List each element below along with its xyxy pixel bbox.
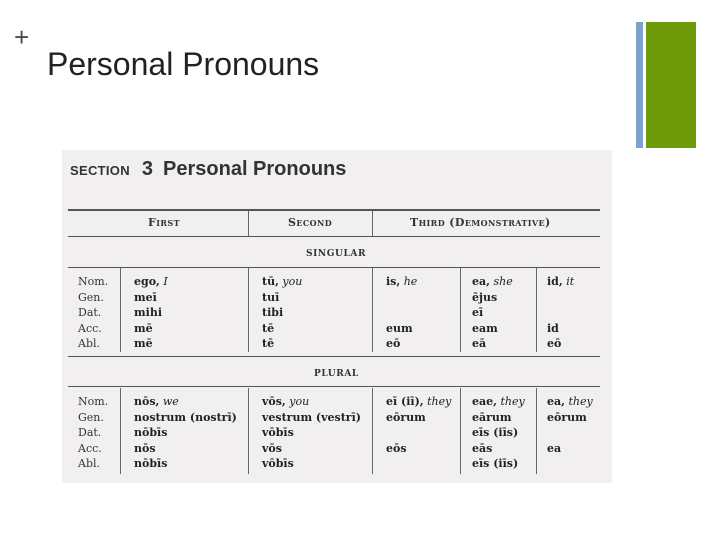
pronoun-form: eam xyxy=(472,321,498,335)
vsep-pl-1 xyxy=(120,388,121,474)
vsep-sg-2 xyxy=(248,268,249,352)
vsep-pl-3 xyxy=(372,388,373,474)
pronoun-form: vōs, xyxy=(262,395,286,408)
plural-case-label: Abl. xyxy=(78,457,100,470)
plural-third_n-cell xyxy=(547,394,593,410)
pronoun-form: ea xyxy=(547,441,562,455)
pronoun-form: ego, xyxy=(134,275,160,288)
pronoun-form: eās xyxy=(472,441,493,455)
singular-case-label: Acc. xyxy=(78,321,102,335)
plural-third_m-cell xyxy=(386,441,407,457)
plural-third_m-cell xyxy=(386,394,451,410)
pronoun-form: id xyxy=(547,321,559,335)
col-divider-1 xyxy=(248,211,249,236)
singular-first-cell xyxy=(134,290,157,306)
pronoun-form: eārum xyxy=(472,410,512,424)
pronoun-form: nōbīs xyxy=(134,426,168,439)
pronoun-form: mē xyxy=(134,321,153,335)
plural-block xyxy=(62,394,612,474)
plural-second-cell xyxy=(262,425,294,441)
header-second: Second xyxy=(288,216,333,229)
plural-first-cell xyxy=(134,410,237,426)
col-divider-2 xyxy=(372,211,373,236)
pronoun-form: eīs (iīs) xyxy=(472,457,519,470)
pronoun-form: is, xyxy=(386,275,401,288)
singular-label: SINGULAR xyxy=(306,249,367,259)
pronoun-form: mihi xyxy=(134,306,162,319)
pronoun-form: nōs, xyxy=(134,395,160,408)
header-first: First xyxy=(148,216,180,229)
plural-third_f-cell xyxy=(472,425,518,441)
plural-second-cell xyxy=(262,456,294,472)
header-third: Third (Demonstrative) xyxy=(410,216,551,229)
pronoun-form: eō xyxy=(547,337,562,350)
section-heading xyxy=(70,158,346,188)
plural-third_m-cell xyxy=(386,410,426,426)
singular-second-cell xyxy=(262,321,274,337)
accent-bar-green xyxy=(646,22,696,148)
section-title: Personal Pronouns xyxy=(163,158,347,180)
pronoun-gloss: you xyxy=(285,395,310,408)
pronoun-form: vōbīs xyxy=(262,426,294,439)
pronoun-form: id, xyxy=(547,275,563,288)
singular-third_f-cell xyxy=(472,336,486,352)
pronoun-form: tū, xyxy=(262,275,279,288)
pronoun-form: ea, xyxy=(472,275,490,288)
singular-third_m-cell xyxy=(386,336,400,352)
singular-second-cell xyxy=(262,274,302,290)
pronoun-form: vōs xyxy=(262,441,282,455)
accent-bar-blue xyxy=(636,22,643,148)
vsep-sg-4 xyxy=(460,268,461,352)
section-word: SECTION xyxy=(70,163,130,178)
singular-case-label: Nom. xyxy=(78,275,109,288)
singular-case-label: Dat. xyxy=(78,306,102,319)
pronoun-gloss: it xyxy=(562,275,575,288)
singular-first-cell xyxy=(134,321,153,337)
vsep-sg-1 xyxy=(120,268,121,352)
pronoun-form: tē xyxy=(262,337,275,350)
pronoun-form: nostrum (nostrī) xyxy=(134,410,237,424)
singular-third_m-cell xyxy=(386,274,417,290)
plural-label: PLURAL xyxy=(314,369,359,379)
rule-singular-end xyxy=(68,356,600,357)
plural-third_n-cell xyxy=(547,410,587,426)
singular-first-cell xyxy=(134,305,162,321)
plural-case-label: Dat. xyxy=(78,426,102,439)
pronoun-gloss: we xyxy=(159,395,179,408)
plural-third_f-cell xyxy=(472,410,512,426)
plural-first-cell xyxy=(134,441,156,457)
pronoun-form: eum xyxy=(386,321,413,335)
pronoun-form: eī xyxy=(472,306,484,319)
vsep-pl-5 xyxy=(536,388,537,474)
singular-second-cell xyxy=(262,305,283,321)
plural-second-cell xyxy=(262,441,282,457)
pronoun-form: ea, xyxy=(547,395,565,408)
plural-third_f-cell xyxy=(472,394,525,410)
vsep-sg-3 xyxy=(372,268,373,352)
pronoun-form: tē xyxy=(262,321,275,335)
pronoun-form: vestrum (vestrī) xyxy=(262,410,361,424)
pronoun-form: tuī xyxy=(262,290,280,304)
section-number: 3 xyxy=(141,158,154,180)
pronoun-table-image xyxy=(62,150,612,483)
rule-header-bottom xyxy=(68,236,600,237)
pronoun-form: eīs (iīs) xyxy=(472,426,519,439)
singular-third_f-cell xyxy=(472,274,513,290)
pronoun-form: tibi xyxy=(262,306,284,319)
plural-third_n-cell xyxy=(547,441,561,457)
pronoun-form: eōs xyxy=(386,441,407,455)
singular-third_f-cell xyxy=(472,321,498,337)
singular-third_m-cell xyxy=(386,321,413,337)
plus-icon: + xyxy=(14,22,30,52)
pronoun-gloss: they xyxy=(496,395,525,408)
pronoun-form: eā xyxy=(472,337,487,350)
pronoun-form: eōrum xyxy=(547,410,587,424)
pronoun-form: vōbīs xyxy=(262,457,294,470)
rule-singular-bottom xyxy=(68,267,600,268)
singular-block xyxy=(62,274,612,354)
singular-case-label: Abl. xyxy=(78,337,100,350)
plural-first-cell xyxy=(134,394,179,410)
singular-first-cell xyxy=(134,274,168,290)
plural-third_f-cell xyxy=(472,441,492,457)
singular-third_n-cell xyxy=(547,336,561,352)
singular-second-cell xyxy=(262,336,274,352)
singular-third_f-cell xyxy=(472,305,483,321)
plural-second-cell xyxy=(262,410,361,426)
rule-plural-bottom xyxy=(68,386,600,387)
pronoun-gloss: she xyxy=(489,275,513,288)
pronoun-form: eō xyxy=(386,337,401,350)
pronoun-form: ējus xyxy=(472,290,498,304)
pronoun-form: eī (iī), xyxy=(386,395,424,408)
plural-case-label: Gen. xyxy=(78,410,104,424)
pronoun-gloss: you xyxy=(278,275,303,288)
singular-third_n-cell xyxy=(547,274,574,290)
plural-first-cell xyxy=(134,425,167,441)
pronoun-form: eae, xyxy=(472,395,497,408)
plural-third_f-cell xyxy=(472,456,518,472)
vsep-pl-4 xyxy=(460,388,461,474)
plural-second-cell xyxy=(262,394,309,410)
pronoun-form: nōs xyxy=(134,441,156,455)
singular-second-cell xyxy=(262,290,279,306)
singular-first-cell xyxy=(134,336,153,352)
singular-case-label: Gen. xyxy=(78,290,104,304)
singular-third_f-cell xyxy=(472,290,497,306)
pronoun-form: nōbīs xyxy=(134,457,168,470)
plural-case-label: Acc. xyxy=(78,441,102,455)
pronoun-form: mē xyxy=(134,337,153,350)
plural-first-cell xyxy=(134,456,167,472)
slide-title: Personal Pronouns xyxy=(47,46,320,82)
vsep-pl-2 xyxy=(248,388,249,474)
pronoun-form: meī xyxy=(134,290,157,304)
pronoun-gloss: I xyxy=(159,275,168,288)
pronoun-form: eōrum xyxy=(386,410,426,424)
vsep-sg-5 xyxy=(536,268,537,352)
pronoun-gloss: he xyxy=(400,275,418,288)
plural-case-label: Nom. xyxy=(78,395,109,408)
singular-third_n-cell xyxy=(547,321,559,337)
rule-top xyxy=(68,209,600,211)
pronoun-gloss: they xyxy=(564,395,593,408)
pronoun-gloss: they xyxy=(423,395,452,408)
